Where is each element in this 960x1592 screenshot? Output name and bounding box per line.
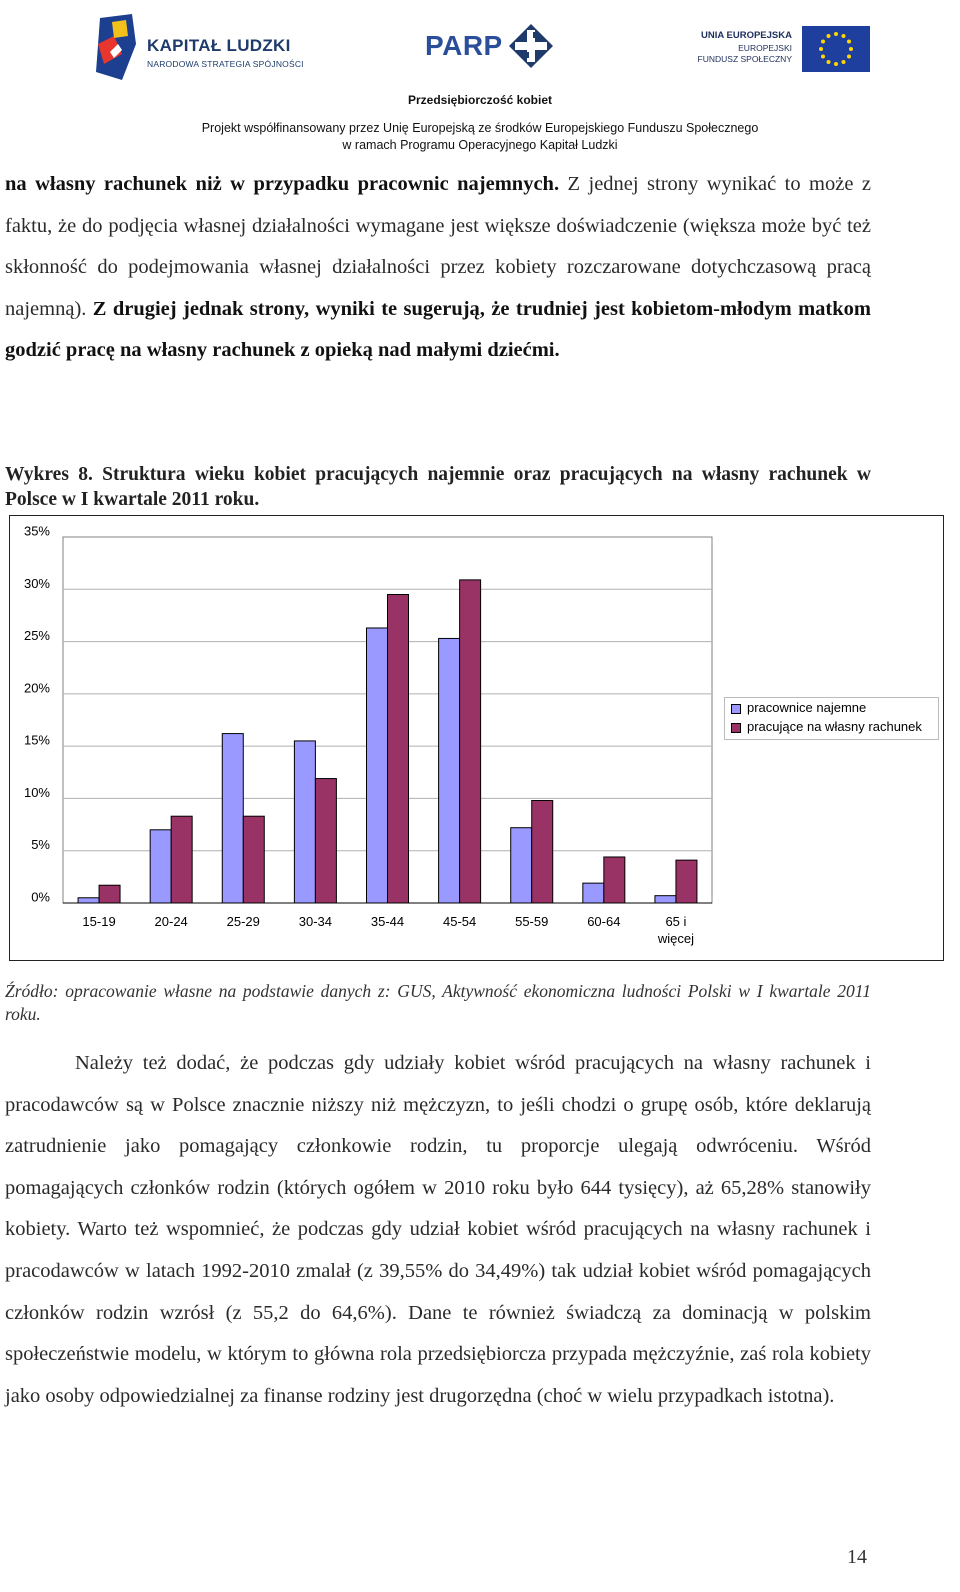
kapital-ludzki-subtitle: NARODOWA STRATEGIA SPÓJNOŚCI [147, 59, 304, 69]
y-tick-label: 10% [23, 784, 50, 800]
source-note: Źródło: opracowanie własne na podstawie danych z: GUS, Aktywność ekonomiczna ludności Polski w I kwartale 2011 roku. [5, 981, 871, 1024]
parp-diamond-icon [507, 22, 555, 70]
x-tick-label: 20-24 [154, 914, 188, 929]
x-tick-label: 15-19 [82, 914, 116, 929]
x-tick-label: więcej [657, 931, 695, 946]
eu-flag-icon [802, 26, 870, 72]
parp-logo [425, 22, 555, 74]
bar [150, 830, 171, 903]
x-tick-label: 25-29 [226, 914, 260, 929]
bar [388, 595, 409, 903]
y-tick-label: 35% [23, 523, 50, 539]
eu-fund-line1: EUROPEJSKI [738, 43, 792, 53]
x-tick-label: 55-59 [515, 914, 549, 929]
bar [315, 779, 336, 903]
y-tick-label: 0% [31, 889, 50, 905]
bar [243, 816, 264, 903]
bar [532, 801, 553, 903]
paragraph-2-text: Należy też dodać, że podczas gdy udziały kobiet wśród pracujących na własny rachunek i pracodawców są w Polsce znacznie niższy niż mężczyzn, to jeśli chodzi o grupę osób, które deklarują zatrudnienie jako pomagający członkowie rodzin, tu proporcje ulegają odwróceniu. Wśród pomagających członków rodzin (których ogółem w 2010 roku było 644 tysięcy), aż 65,28% stanowiły kobiety. Warto też wspomnieć, że podczas gdy udział kobiet wśród pracujących na własny rachunek i pracodawców w latach 1992-2010 zmalał (z 39,55% do 34,49%) tak udział kobiet wśród pomagających członków rodzin wzrósł (z 55,2 do 64,6%). Dane te również świadczą za dominacją w polskim społeczeństwie modelu, w którym to główna rola przedsiębiorcza przypada mężczyźnie, zaś rola kobiety jako osoby odpowiedzialnej za finanse rodziny jest drugorzędna (choć w wielu przypadkach istotna). [5, 1052, 871, 1407]
y-tick-label: 5% [31, 837, 50, 853]
eu-title: UNIA EUROPEJSKA [701, 30, 792, 41]
bar [460, 580, 481, 903]
paragraph-1-text: Z jednej strony wynikać to może z faktu, że do podjęcia własnej działalności wymagane jest większe doświadczenie (większa może być też skłonność do podejmowania własnej działalności przez kobiety rozczarowane dotychczasową pracą najemną). [5, 173, 871, 320]
bar [171, 816, 192, 903]
x-tick-label: 45-54 [442, 914, 477, 929]
eu-logo [697, 26, 870, 76]
project-name: Przedsiębiorczość kobiet [407, 93, 553, 107]
y-tick-label: 20% [23, 680, 50, 696]
bar [655, 896, 676, 903]
y-tick-label: 15% [23, 732, 50, 748]
y-tick-label: 30% [23, 575, 50, 591]
funding-line-1: Projekt współfinansowany przez Unię Europejską ze środków Europejskiego Funduszu Społecznego [201, 121, 759, 135]
chart-legend [724, 697, 939, 740]
bar [367, 628, 388, 903]
eu-fund-line2: FUNDUSZ SPOŁECZNY [697, 54, 792, 64]
paragraph-1 [5, 164, 871, 372]
legend-swatch-employees [731, 704, 741, 714]
paragraph-2 [5, 1043, 871, 1417]
kapital-ludzki-logo [92, 14, 322, 86]
x-tick-label: 35-44 [370, 914, 405, 929]
paragraph-1-bold-end: Z drugiej jednak strony, wyniki te sugerują, że trudniej jest kobietom-młodym matkom godzić pracę na własny rachunek z opieką nad małymi dziećmi. [5, 297, 871, 362]
bar [604, 857, 625, 903]
bar [583, 883, 604, 903]
page-header [0, 0, 960, 160]
legend-swatch-self-employed [731, 723, 741, 733]
funding-line-2: w ramach Programu Operacyjnego Kapitał Ludzki [342, 138, 618, 152]
page-number: 14 [847, 1546, 867, 1568]
kapital-ludzki-title: KAPITAŁ LUDZKI [147, 36, 291, 55]
x-tick-label: 65 i [665, 914, 687, 929]
x-tick-label: 30-34 [298, 914, 333, 929]
bar [99, 885, 120, 903]
parp-name: PARP [425, 30, 503, 61]
x-tick-label: 60-64 [587, 914, 621, 929]
paragraph-1-bold-start: na własny rachunek niż w przypadku pracownic najemnych. [5, 173, 560, 195]
bar [511, 828, 532, 903]
kapital-ludzki-emblem-icon [92, 14, 140, 84]
bar [294, 741, 315, 903]
bar [78, 898, 99, 903]
bar [676, 860, 697, 903]
bar [222, 734, 243, 903]
y-tick-label: 25% [23, 628, 50, 644]
legend-label-employees: pracownice najemne [747, 700, 867, 715]
bar [439, 638, 460, 903]
legend-label-self-employed: pracujące na własny rachunek [747, 719, 922, 734]
figure-caption: Wykres 8. Struktura wieku kobiet pracujących najemnie oraz pracujących na własny rachunek w Polsce w I kwartale 2011 roku. [5, 464, 871, 510]
